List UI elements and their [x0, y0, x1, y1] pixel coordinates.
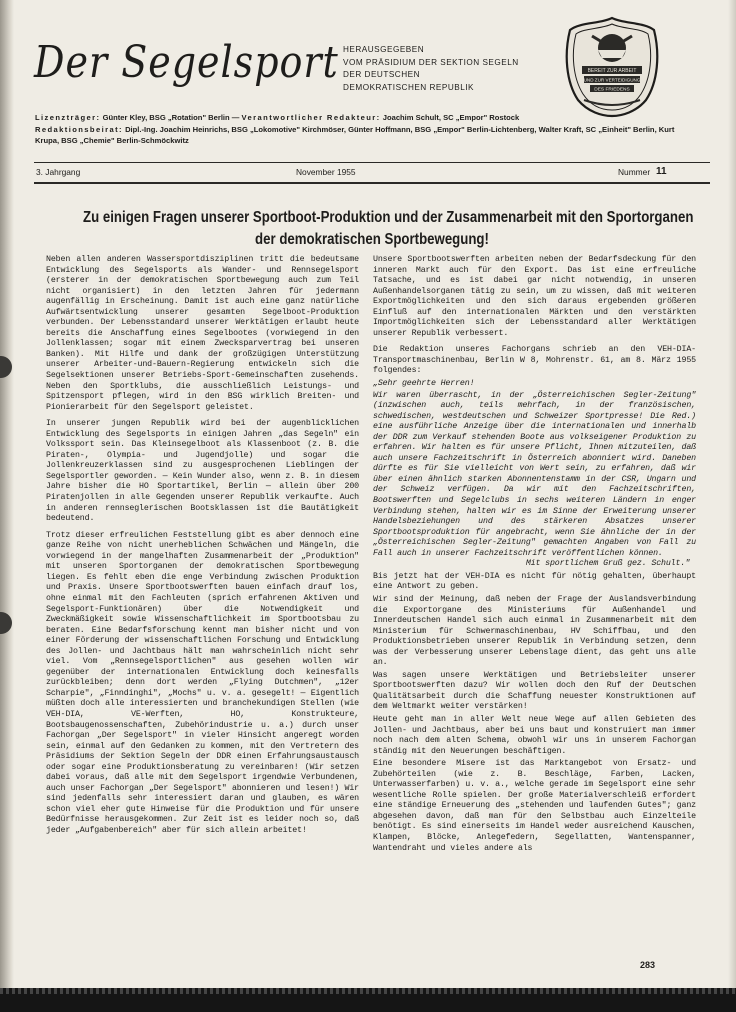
logo-text: Der Segelsport [34, 36, 339, 88]
licensee-text: Günter Kley, BSG „Rotation" Berlin — [102, 113, 240, 122]
letter-body: Wir waren überrascht, in der „Österreichischen Segler-Zeitung" (inzwischen auch, teils mehrfach, in der französischen, schwedischen, westdeutschen und Schweizer Sportpresse! Die Red.) eine ausführliche Anzeige über die internationalen und innerhalb der DDR zum Verkauf stehenden Boote aus volkseigener Produktion zu erfahren. Wir halten es für unsere Pflicht, Ihnen mitzuteilen, daß auch unsere Fachzeitschrift in Österreich abonniert wird. Daneben dürfte es für Sie vielleicht von Wert sein, zu erfahren, daß wir über einen ähnlich starken Abonnentenstamm in der CSR, Ungarn und der Schweiz verfügen. Da wir mit den Fachzeitschriften, Bootswerften und Segelclubs in sechs weiteren Ländern in enger Verbindung stehen, halten wir es im Sinne der Erweiterung unserer Handelsbeziehungen und des stärkeren Absatzes unserer Sportbootsproduktion für angebracht, wenn Sie ähnliche der in der „Österreichischen Segler-Zeitung" gemachten Angaben von Fall zu Fall auch in unserer Fachzeitschrift veröffentlichen können. [373, 390, 696, 558]
article-headline [83, 207, 694, 251]
paragraph: In unserer jungen Republik wird bei der augenblicklichen Entwicklung des Segelsports in einigen Jahren „das Segeln" ein Volkssport sein. Das Kleinsegelboot als Klassenboot (z. B. die Piraten-, Olympia- und Jugendjolle) und sogar die Jollenkreuzerklassen sind zu ausgesprochenen Lieblingen der Segelsportler geworden. — Kein Wunder also, wenn z. B. in diesem Jahre bisher die HO Sportartikel, Berlin — allein über 200 Piratenjollen in alle Gegenden unserer Republik verkaufte. Auch in anderen rennseglerischen Bootsklassen ist die Bautätigkeit bedeutend. [46, 419, 359, 524]
paragraph: Trotz dieser erfreulichen Feststellung gibt es aber dennoch eine ganze Reihe von nicht unerheblichen Schwächen und Mängeln, die vorwiegend in der mangelhaften Zusammenarbeit der „Produktion" mit unseren Sportorganen der demokratischen Sportbewegung liegen. Es fehlt eben die enge Verbindung zwischen Produktion und Praxis. Unsere Sportbootswerften bauen einfach drauf los, ohne einmal mit den Fachleuten (sprich erfahrenen Aktiven und Segelsport-Funktionären) über die Notwendigkeit und Zweckmäßigkeit sowie Wissenschaftlichkeit im Sportbootsbau zu beraten. Eine Bedarfsforschung kennt man bisher nicht und von einer Förderung der wissenschaftlichen Forschung und Entwicklung des Jollen- und Jachtbaus hält man wahrscheinlich nicht sehr viel. Vom „Rennsegelsportlichen" aus gesehen wollen wir gegenüber der internationalen Entwicklung doch keinesfalls zurückbleiben; denn dort werden „Flying Dutchmen", „12er Scharpie", „Finndinghi", „Mochs" u. v. a. gesegelt! — Eigentlich müßten doch alle interessierten und branchekundigen Stellen (wie VEH-DIA, VE-Werften, HO, Konstrukteure, Bootsbaugenossenschaften, Zubehörindustrie u. a.) durch unser Fachorgan „Der Segelsport" in vieler Hinsicht angeregt worden sein, einmal auf den Gedanken zu kommen, mit den Vertretern des Präsidiums der Sektion Segeln der DDR einen Erfahrungsaustausch oder sogar eine Produktionsberatung zu vereinbaren! (Wir setzen dabei voraus, daß alle mit dem Segelsport irgendwie Verbundenen, auch unser Fachorgan „Der Segelsport" abonnieren und lesen!) Wir sind jedenfalls sehr interessiert daran und glauben, es wären schon viel eher gute Hinweise für die Produktion und für unsere Bedürfnisse herausgekommen. Zur Zeit ist es leider noch so, daß jeder „Aufgabenbereich" aber für sich allein arbeitet! [46, 530, 359, 835]
divider-rule [34, 162, 710, 163]
board-label: Redaktionsbeirat: [35, 124, 123, 134]
paragraph: Eine besondere Misere ist das Marktangebot von Ersatz- und Zubehörteilen (wie z. B. Beschläge, Farben, Lacken, Unterwasserfarben) u. v. a., welche gerade im Segelsport eine sehr wesentliche Rolle spielen. Der große Materialverschleiß erfordert eine ständige Erneuerung des „stehenden und laufenden Gutes"; ganz abgesehen davon, daß man für den Selbstbau auch Einzelteile benötigt. Es sind einerseits im Handel weder ausreichend Kauschen, Klampen, Blöcke, Anlegefedern, Segellatten, Wantenspanner, Wantendraht und vieles andere als [373, 759, 696, 853]
right-column [373, 255, 696, 860]
paragraph: Bis jetzt hat der VEH-DIA es nicht für nötig gehalten, überhaupt eine Antwort zu geben. [373, 571, 696, 592]
issue-info-row [36, 167, 710, 181]
volume-label: 3. Jahrgang [36, 167, 81, 177]
paragraph: Neben allen anderen Wassersportdisziplinen tritt die bedeutsame Entwicklung des Segelsports als Wander- und Rennsegelsport (ersterer in der demokratischen Sportbewegung auch zum Teil nicht organisiert) in den letzten Jahren für jedermann augenfällig in Erscheinung. Damit ist auch eine ganz natürliche Aufwärtsentwicklung unserer gesamten Segelboot-Produktion verbunden. Der Lebensstandard unserer Werktätigen erlaubt heute bereits die Anschaffung eines Segelbootes (vorwiegend in den Jollenklassen; sogar mit einem Zwecksparvertrag bei unseren Banken). Mit Hilfe und dank der großzügigen Unterstützung unserer Arbeiter-und-Bauern-Regierung entwickeln sich die Segelsektionen unserer Betriebs-Sport-Gemeinschaften zusehends. Neben den Sportklubs, die ausschließlich Leistungs- und Spitzensport pflegen, wird in den BSG wirklich Breiten- und Pionierarbeit für den Segelsport geleistet. [46, 255, 359, 412]
paragraph: Die Redaktion unseres Fachorgans schrieb an den VEH-DIA-Transportmaschinenbau, Berlin W 8, Mohrenstr. 61, am 8. März 1955 folgendes: [373, 345, 696, 376]
masthead-logo [34, 36, 339, 100]
publisher-line: HERAUSGEGEBEN [343, 45, 425, 54]
editor-label: Verantwortlicher Redakteur: [241, 113, 381, 122]
scanner-bottom-band [0, 988, 736, 1012]
letter-greeting: „Sehr geehrte Herren! [373, 379, 475, 389]
publisher-line: DER DEUTSCHEN [343, 70, 421, 79]
headline-line: der demokratischen Sportbewegung! [255, 231, 489, 248]
issue-date: November 1955 [296, 167, 356, 177]
headline-line: Zu einigen Fragen unserer Sportboot-Produktion und der Zusammenarbeit mit den Sportorganen [83, 209, 694, 226]
credits-block [35, 112, 695, 147]
divider-rule [34, 182, 710, 184]
paragraph: Wir sind der Meinung, daß neben der Frage der Auslandsverbindung die Exportorgane des Ministeriums für Außenhandel und Innerdeutschen Handel sich auch einmal in Zusammenarbeit mit dem Ministerium für Schwermaschinenbau, HV Schiffbau, und den Produktionsbetrieben unserer Republik in Verbindung setzen, denn was der Verbesserung unserer Lebenslage dient, das geht uns alle an. [373, 594, 696, 668]
paragraph: Was sagen unsere Werktätigen und Betriebsleiter unserer Sportbootswerften dazu? Wir wollen doch den Ruf der Deutschen Qualitätsarbeit durch die Schaffung neuester Konstruktionen auf dem Weltmarkt weiter verstärken! [373, 670, 696, 712]
sports-badge-emblem [562, 14, 662, 118]
svg-text:BEREIT ZUR ARBEIT: BEREIT ZUR ARBEIT [587, 68, 637, 74]
issue-number-label: Nummer [618, 167, 651, 177]
issue-number: 11 [656, 166, 667, 177]
svg-text:DES FRIEDENS: DES FRIEDENS [594, 87, 630, 93]
publisher-block [343, 44, 553, 94]
binding-edge [0, 0, 14, 1012]
paragraph: Heute geht man in aller Welt neue Wege auf allen Gebieten des Jollen- und Jachtbaus, aber bei uns baut und konstruiert man immer noch nach dem alten Schema, obwohl wir uns in unserem Fachorgan ständig mit den Neuerungen beschäftigen. [373, 714, 696, 756]
svg-text:UND ZUR VERTEIDIGUNG: UND ZUR VERTEIDIGUNG [583, 77, 641, 83]
publisher-line: VOM PRÄSIDIUM DER SEKTION SEGELN [343, 57, 519, 67]
licensee-label: Lizenzträger: [35, 113, 101, 122]
board-text: Dipl.-Ing. Joachim Heinrichs, BSG „Lokomotive" Kirchmöser, Günter Hoffmann, BSG „Empor" Berlin-Lichtenberg, Walter Kraft, SC „Einheit" Berlin, Kurt Krupa, BSG „Chemie" Berlin-Schmöckwitz [35, 124, 675, 146]
letter-signature: Mit sportlichem Gruß gez. Schult." [525, 559, 690, 569]
paragraph: Unsere Sportbootswerften arbeiten neben der Bedarfsdeckung für den inneren Markt auch für den Export. Das ist eine erfreuliche Tatsache, und es ist dabei gar nicht notwendig, in unseren Außenhandelsorganen tätig zu sein, um zu wissen, daß mit weiteren Exportmöglichkeiten und den sich daraus ergebenden größeren Einfluß auf den internationalen Märkten und den verstärkten Importmöglichkeiten sich der Lebensstandard aller Werktätigen unserer Republik verbessert. [373, 255, 696, 338]
page-edge-shadow [728, 0, 736, 1012]
publisher-line: DEMOKRATISCHEN REPUBLIK [343, 82, 474, 92]
editor-text: Joachim Schult, SC „Empor" Rostock [382, 113, 520, 122]
left-column [46, 255, 359, 843]
page-number: 283 [640, 960, 656, 970]
